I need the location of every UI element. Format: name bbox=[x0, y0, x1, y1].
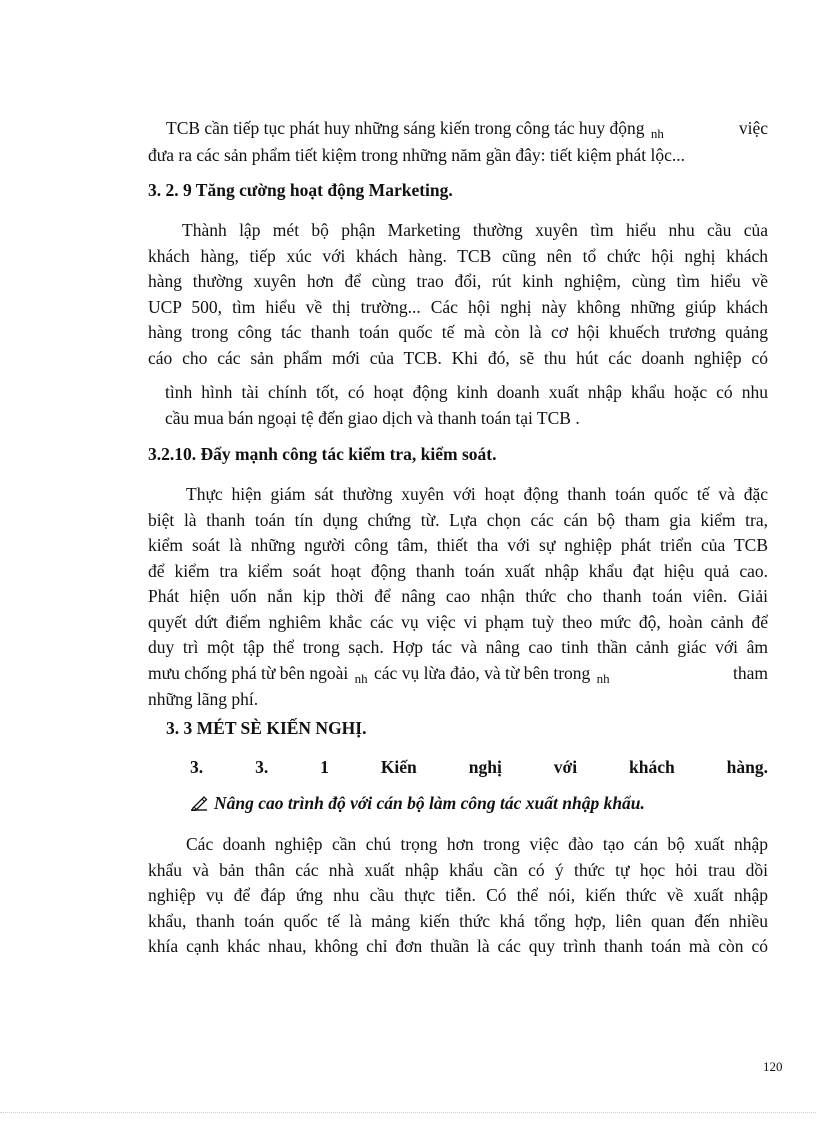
paragraph-1-line-1: TCB cần tiếp tục phát huy những sáng kiến trong công tác huy động bbox=[166, 118, 645, 138]
paragraph-5-line: khẩu và bản thân các nhà xuất nhập khẩu cần có ý thức tự học hỏi trau dồi bbox=[148, 859, 768, 880]
paragraph-4-line-8-end: tham bbox=[733, 662, 768, 683]
paragraph-4-line: kiểm soát là những người công tâm, thiết tha với sự nghiệp phát triển của TCB bbox=[148, 535, 768, 555]
paragraph-1-line-2: đưa ra các sản phẩm tiết kiệm trong những năm gần đây: tiết kiệm phát lộc... bbox=[148, 144, 686, 165]
paragraph-4-line: Thực hiện giám sát thường xuyên với hoạt động thanh toán quốc tế và đặc bbox=[186, 484, 768, 504]
heading-part: hàng. bbox=[726, 757, 768, 777]
paragraph-3-line: tình hình tài chính tốt, có hoạt động kinh doanh xuất nhập khẩu hoặc có nhu bbox=[165, 382, 768, 402]
paragraph-5-line: Các doanh nghiệp cần chú trọng hơn trong việc đào tạo cán bộ xuất nhập bbox=[186, 834, 768, 854]
paragraph-4-line-8 bbox=[148, 661, 768, 688]
heading-part: 1 bbox=[320, 757, 329, 777]
paragraph-2-line: Thành lập mét bộ phận Marketing thường xuyên tìm hiểu nhu cầu của bbox=[182, 220, 768, 240]
heading-3-3-1 bbox=[190, 757, 768, 778]
paragraph-2-line: hàng trong công tác thanh toán quốc tế mà còn là cơ hội khuếch trương quảng bbox=[148, 322, 768, 342]
heading-part: 3. bbox=[190, 757, 204, 777]
page-number: 120 bbox=[763, 1059, 783, 1074]
inline-marker: nh bbox=[354, 670, 368, 686]
paragraph-1-line-1-end: việc bbox=[738, 118, 768, 138]
paragraph-3-line: cầu mua bán ngoại tệ đến giao dịch và thanh toán tại TCB . bbox=[165, 407, 580, 428]
heading-part: 3. bbox=[255, 757, 269, 777]
paragraph-3 bbox=[165, 380, 768, 431]
paragraph-2 bbox=[148, 218, 768, 371]
paragraph-4-line: quyết dứt điểm nghiêm khắc các vụ việc vi phạm tuỳ theo mức độ, hoàn cảnh để bbox=[148, 611, 768, 632]
paragraph-2-line: UCP 500, tìm hiểu về thị trường... Các hội nghị này không những giúp khách bbox=[148, 296, 768, 317]
heading-part: với bbox=[553, 757, 578, 777]
paragraph-5-line: khẩu, thanh toán quốc tế là mảng kiến thức khá tổng hợp, liên quan đến nhiều bbox=[148, 910, 768, 931]
paragraph-2-line: cáo cho các sản phẩm mới của TCB. Khi đó, sẽ thu hút các doanh nghiệp có bbox=[148, 347, 768, 368]
subheading bbox=[190, 793, 645, 814]
paragraph-4-line: biệt là thanh toán tín dụng chứng từ. Lựa chọn các cán bộ tham gia kiểm tra, bbox=[148, 509, 768, 530]
paragraph-2-line: hàng thường xuyên hơn để cùng trao đổi, rút kinh nghiệm, cùng tìm hiểu về bbox=[148, 271, 768, 291]
heading-part: khách bbox=[629, 757, 675, 777]
heading-3-2-9: 3. 2. 9 Tăng cường hoạt động Marketing. bbox=[148, 180, 453, 200]
paragraph-5-line: khía cạnh khác nhau, không chỉ đơn thuần là các quy trình thanh toán mà còn có bbox=[148, 936, 768, 956]
heading-3-2-10: 3.2.10. Đẩy mạnh công tác kiểm tra, kiểm soát. bbox=[148, 444, 497, 464]
paragraph-4-line: duy trì một tập thể trong sạch. Hợp tác và nâng cao tinh thần cảnh giác với âm bbox=[148, 637, 768, 657]
paragraph-4-line: những lãng phí. bbox=[148, 689, 259, 709]
paragraph-4 bbox=[148, 482, 768, 713]
footer-divider bbox=[0, 1112, 816, 1113]
paragraph-5 bbox=[148, 832, 768, 960]
inline-marker: nh bbox=[596, 670, 610, 686]
pencil-icon bbox=[190, 795, 208, 811]
paragraph-4-line-8-part: mưu chống phá từ bên ngoài bbox=[148, 662, 349, 683]
paragraph-2-line: khách hàng, tiếp xúc với khách hàng. TCB cũng nên tổ chức hội nghị khách bbox=[148, 245, 768, 266]
paragraph-5-line: nghiệp vụ để đáp ứng nhu cầu thực tiễn. Có thể nói, kiến thức về xuất nhập bbox=[148, 885, 768, 905]
inline-marker: nh bbox=[650, 126, 664, 141]
paragraph-4-line: để kiểm tra kiểm soát hoạt động thanh toán xuất nhập khẩu đạt hiệu quả cao. bbox=[148, 560, 768, 581]
paragraph-1 bbox=[148, 116, 768, 168]
paragraph-4-line-8-part: các vụ lừa đảo, và từ bên trong bbox=[374, 662, 591, 683]
subheading-text: Nâng cao trình độ với cán bộ làm công tác xuất nhập khẩu. bbox=[214, 793, 645, 813]
heading-part: Kiến bbox=[380, 757, 417, 777]
heading-part: nghị bbox=[468, 757, 502, 777]
heading-3-3: 3. 3 MÉT SÈ KIẾN NGHỊ. bbox=[166, 718, 367, 738]
paragraph-4-line: Phát hiện uốn nắn kịp thời để nâng cao nhận thức cho thanh toán viên. Giải bbox=[148, 586, 768, 606]
